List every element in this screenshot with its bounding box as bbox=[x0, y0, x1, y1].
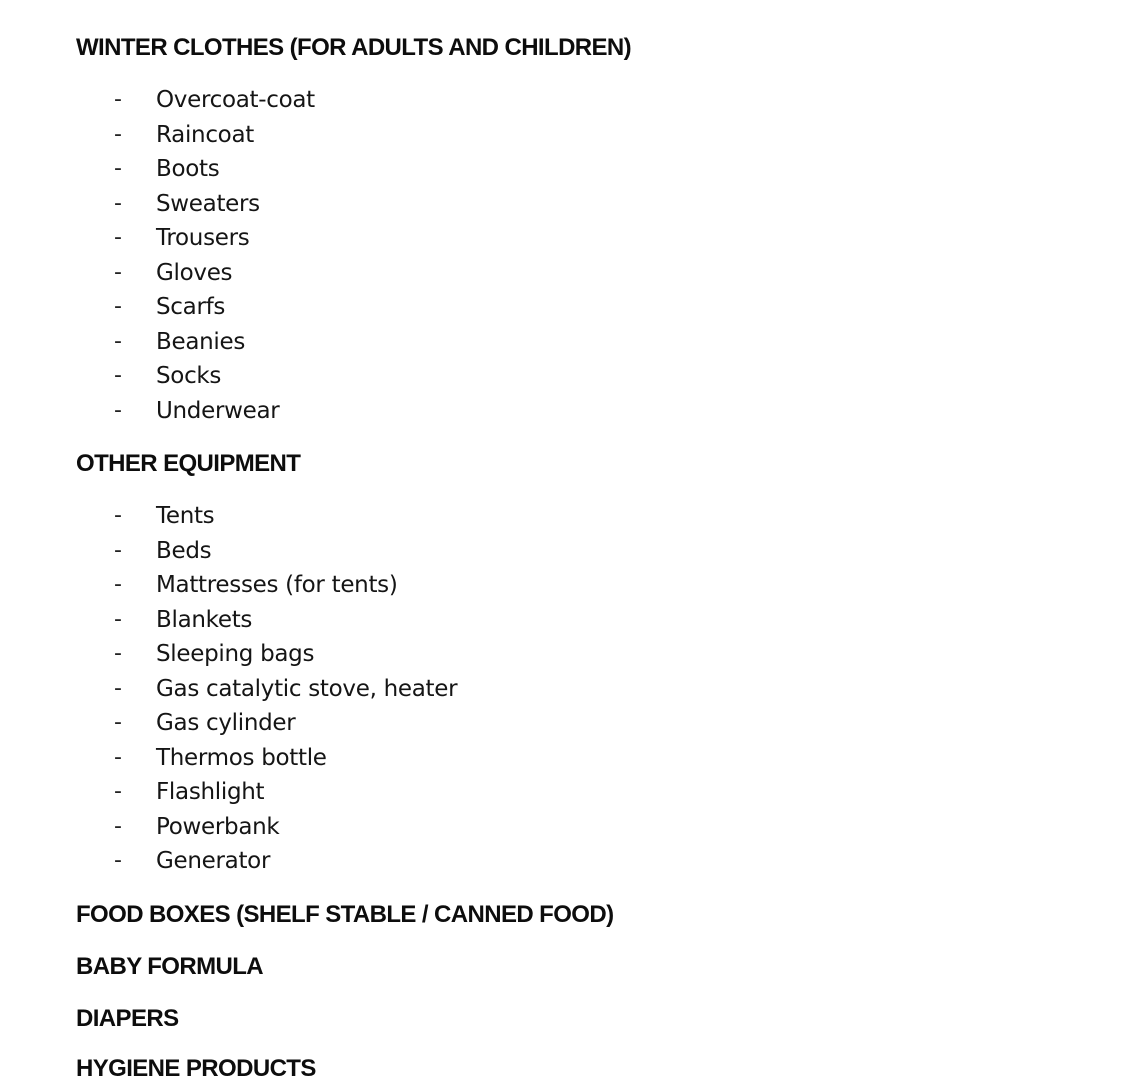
item-label: Scarfs bbox=[156, 294, 226, 320]
item-label: Sweaters bbox=[156, 190, 260, 217]
bullet-dash: - bbox=[114, 572, 122, 597]
section-heading-food-boxes: FOOD BOXES (SHELF STABLE / CANNED FOOD) bbox=[76, 901, 614, 928]
section-heading-diapers: DIAPERS bbox=[76, 1005, 179, 1032]
bullet-dash: - bbox=[114, 294, 122, 319]
bullet-dash: - bbox=[114, 675, 122, 701]
bullet-dash: - bbox=[114, 813, 122, 839]
item-label: Gloves bbox=[156, 259, 233, 286]
bullet-dash: - bbox=[114, 225, 122, 250]
section-heading-baby-formula: BABY FORMULA bbox=[76, 953, 264, 980]
bullet-dash: - bbox=[114, 606, 122, 632]
item-label: Beds bbox=[156, 537, 212, 564]
bullet-dash: - bbox=[114, 710, 122, 735]
bullet-dash: - bbox=[114, 779, 122, 804]
item-label: Raincoat bbox=[156, 121, 254, 148]
bullet-dash: - bbox=[114, 259, 122, 285]
item-label: Socks bbox=[156, 363, 222, 389]
item-label: Sleeping bags bbox=[156, 641, 315, 667]
bullet-dash: - bbox=[114, 328, 122, 354]
item-label: Generator bbox=[156, 848, 271, 874]
bullet-dash: - bbox=[114, 190, 122, 216]
section-heading-other-equipment: OTHER EQUIPMENT bbox=[76, 450, 301, 477]
bullet-dash: - bbox=[114, 363, 122, 388]
bullet-dash: - bbox=[114, 641, 122, 666]
section-heading-hygiene-products: HYGIENE PRODUCTS bbox=[76, 1055, 316, 1082]
bullet-dash: - bbox=[114, 503, 122, 528]
item-label: Beanies bbox=[156, 328, 246, 355]
bullet-dash: - bbox=[114, 397, 122, 423]
item-label: Blankets bbox=[156, 606, 253, 633]
item-label: Boots bbox=[156, 156, 220, 182]
item-label: Gas catalytic stove, heater bbox=[156, 675, 458, 702]
section-heading-winter-clothes: WINTER CLOTHES (FOR ADULTS AND CHILDREN) bbox=[76, 34, 632, 61]
bullet-dash: - bbox=[114, 87, 122, 112]
item-label: Flashlight bbox=[156, 779, 265, 805]
item-label: Mattresses (for tents) bbox=[156, 572, 398, 598]
item-label: Overcoat-coat bbox=[156, 87, 315, 113]
item-label: Tents bbox=[156, 503, 215, 529]
bullet-dash: - bbox=[114, 744, 122, 770]
item-label: Powerbank bbox=[156, 813, 280, 840]
item-label: Gas cylinder bbox=[156, 710, 296, 736]
bullet-dash: - bbox=[114, 156, 122, 181]
bullet-dash: - bbox=[114, 848, 122, 873]
bullet-dash: - bbox=[114, 121, 122, 147]
item-label: Trousers bbox=[156, 225, 250, 251]
bullet-dash: - bbox=[114, 537, 122, 563]
item-label: Underwear bbox=[156, 397, 280, 424]
item-label: Thermos bottle bbox=[156, 744, 327, 771]
